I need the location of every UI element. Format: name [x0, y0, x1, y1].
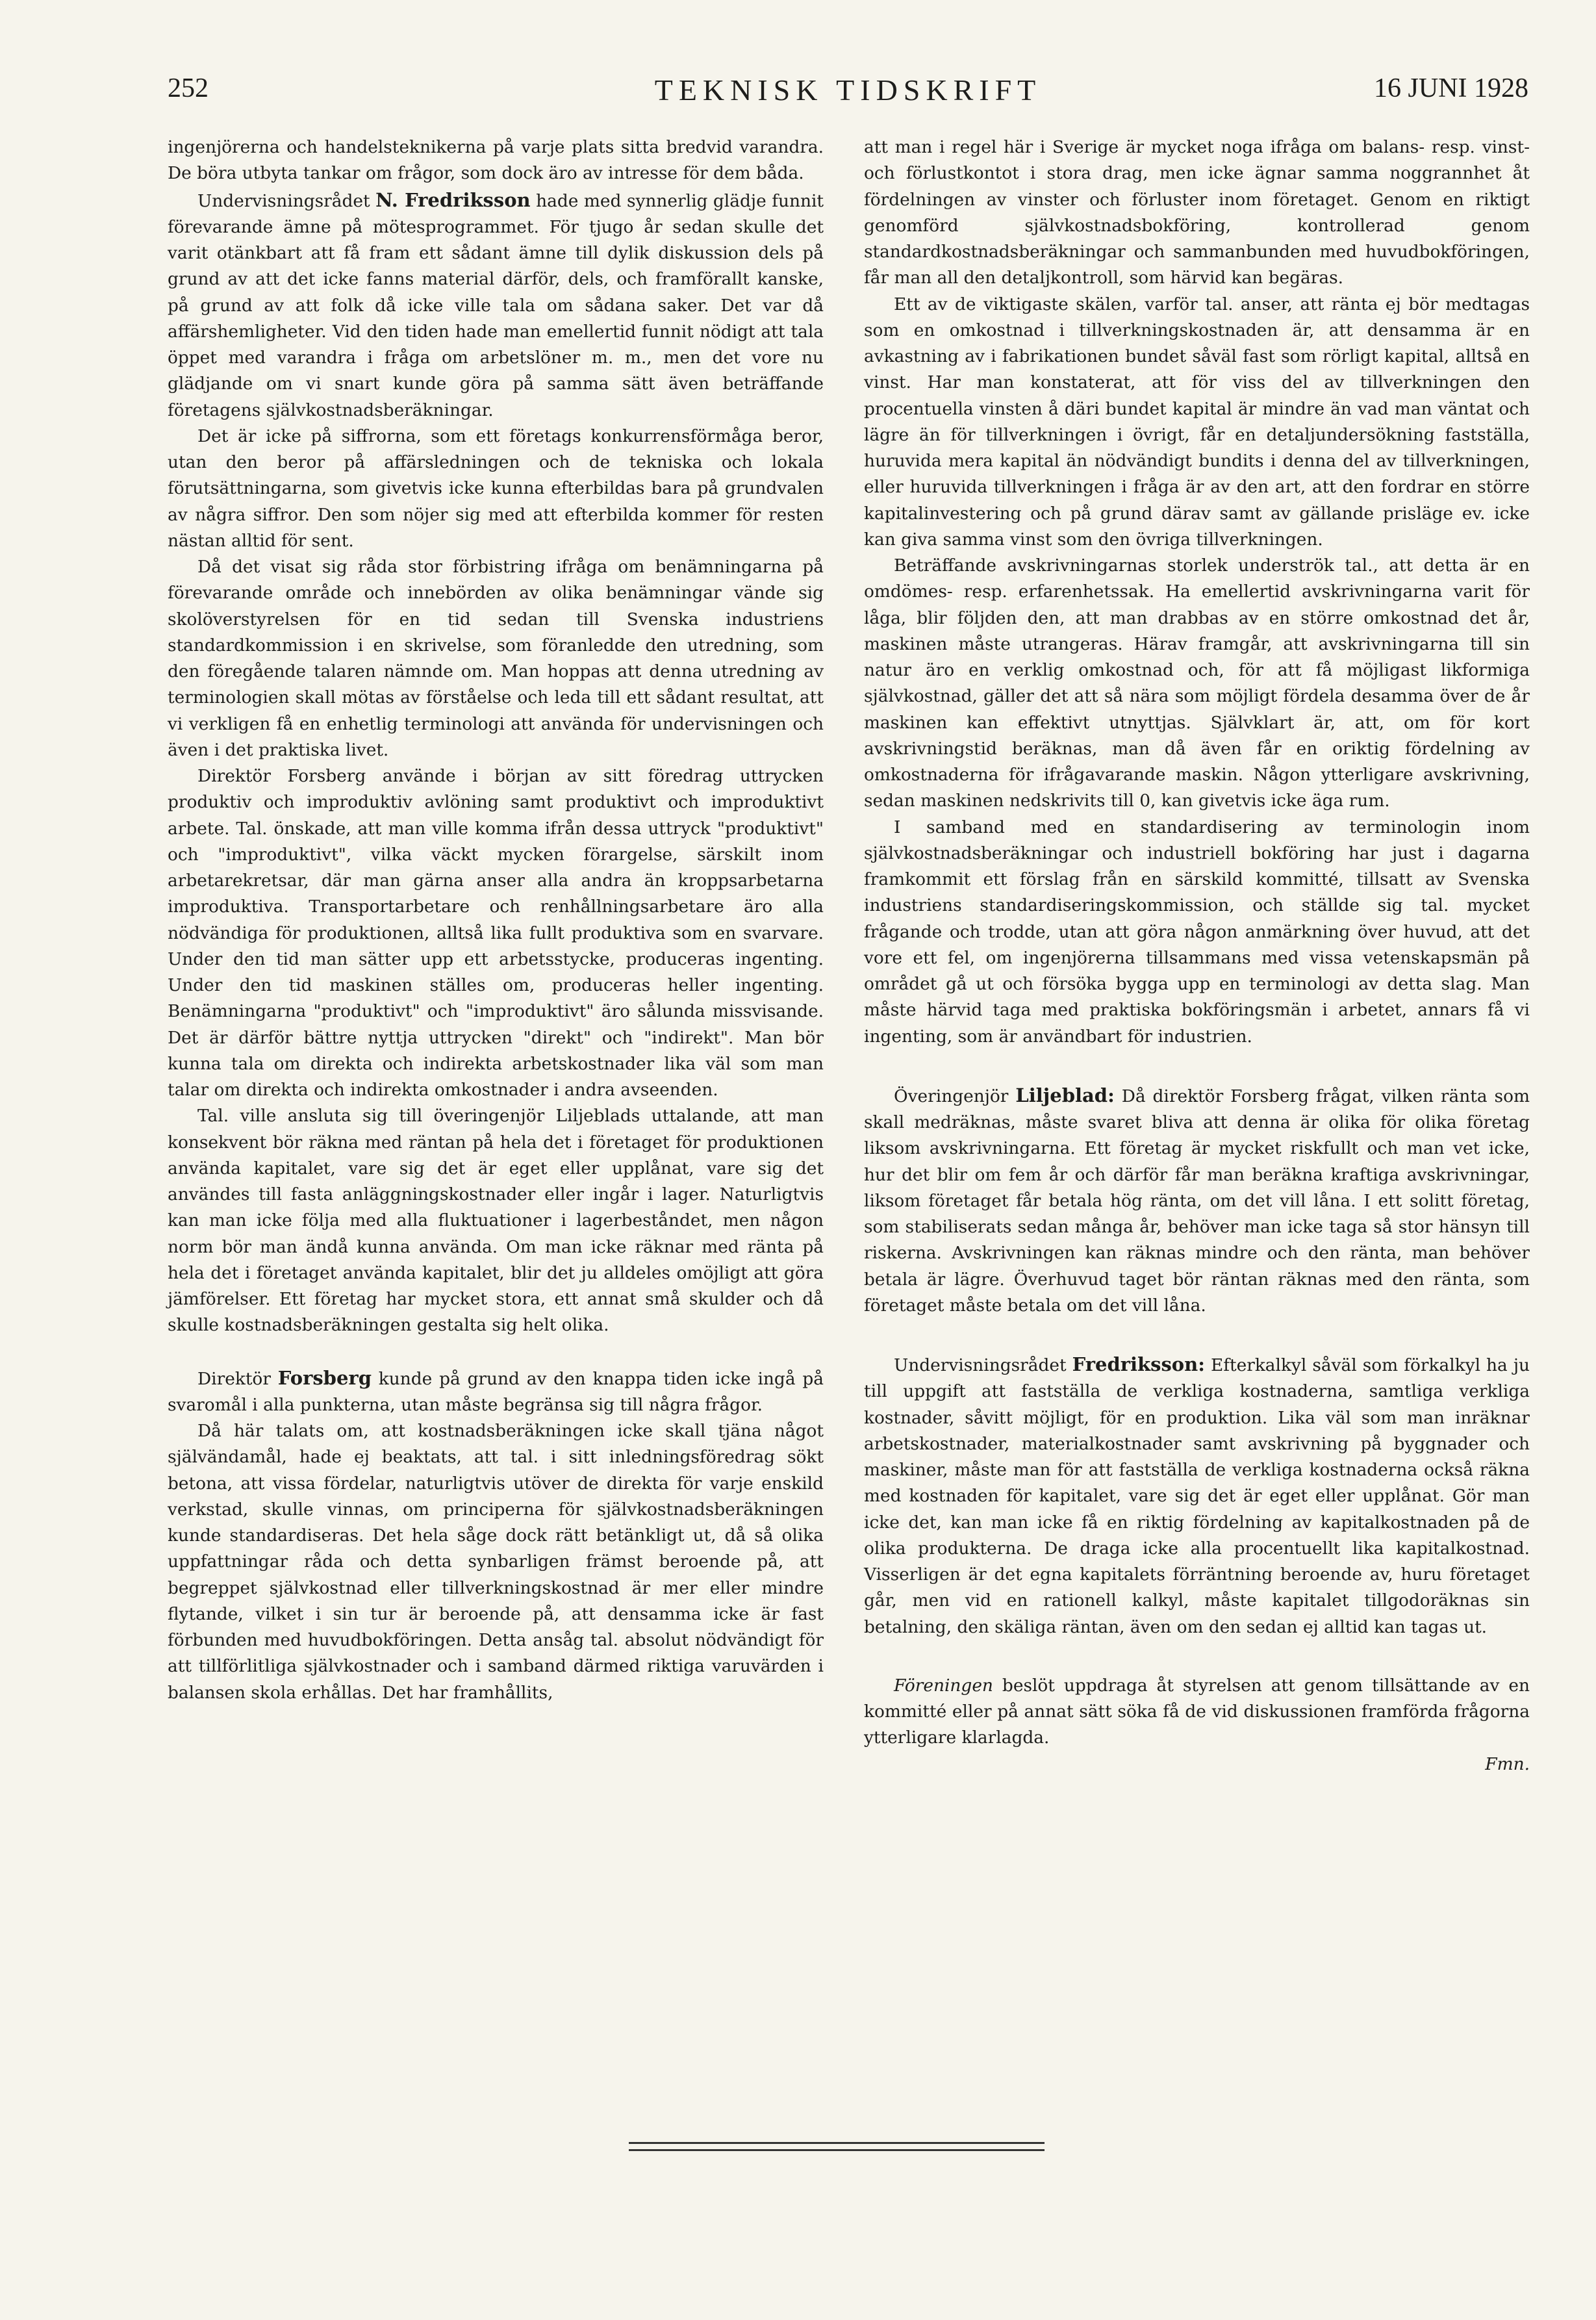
speaker-title: Undervisningsrådet [197, 190, 376, 211]
paragraph [864, 1082, 1530, 1319]
paragraph [168, 1365, 824, 1419]
paragraph-text: I samband med en standardisering av terminologin inom självkostnadsberäkningar och industriell bokföring har just i dagarna framkommit ett förslag från en särskild kommitté, tillsatt av Svenska industriens standardiseringskommission, och ställde sig tal. mycket frågande och trodde, utan att göra någon anmärkning över huvud, att det vore ett fel, om ingenjörerna tillsammans med vissa vetenskapsmän på området gå ut och försöka bygga upp en terminologi av detta slag. Man måste härvid taga med praktiska bokföringsmän i arbetet, annars få vi ingenting, som är användbart för industrien. [864, 817, 1530, 1047]
left-column [168, 134, 824, 1706]
issue-date: 16 JUNI 1928 [1374, 73, 1528, 103]
paragraph-text: ingenjörerna och handelsteknikerna på varje plats sitta bredvid varandra. De böra utbyta tankar om frågor, som dock äro av intresse för dem båda. [168, 137, 824, 184]
paragraph-text: Efterkalkyl såväl som förkalkyl ha ju till uppgift att fastställa de verkliga kostnaderna, samtliga verkliga kostnader, såvitt möjligt, för en produktion. Lika väl som man inräknar arbetskostnader, materialkostnader samt avskrivning på byggnader och maskiner, måste man för att fastställa de verkliga kostnaderna också räkna med kostnaden för kapitalet, vare sig det är eget eller upplånat. Gör man icke det, kan man icke få en riktig fördelning av kapitalkostnaden på de olika produkterna. De draga icke alla procentuellt lika kapitalkostnad. Visserligen är det egna kapitalets förräntning beroende av, huru företaget går, men vid en rationell kalkyl, måste kapitalet tillgodoräknas sin betalning, den skäliga räntan, även om den sedan ej alltid kan tagas ut. [864, 1355, 1530, 1637]
paragraph [864, 815, 1530, 1050]
paragraph [168, 134, 824, 187]
italic-lead: Föreningen [894, 1675, 993, 1696]
speaker-name: Liljeblad: [1015, 1084, 1115, 1106]
page-header [168, 73, 1528, 112]
paragraph-text: beslöt uppdraga åt styrelsen att genom tillsättande av en kommitté eller på annat sätt söka få de vid diskussionen framförda frågorna ytterligare klarlagda. [864, 1675, 1530, 1748]
paragraph [864, 134, 1530, 292]
paragraph [168, 424, 824, 554]
right-column [864, 134, 1530, 1778]
speaker-name: N. Fredriksson [375, 188, 531, 211]
paragraph [864, 1673, 1530, 1752]
paragraph [864, 1351, 1530, 1640]
speaker-title: Överingenjör [894, 1086, 1016, 1106]
signature: Fmn. [1485, 1753, 1530, 1774]
paragraph [168, 763, 824, 1103]
paragraph-text: Ett av de viktigaste skälen, varför tal. anser, att ränta ej bör medtagas som en omkostnad i tillverkningskostnaden är, att densamma är en avkastning av i fabrikationen bundet såväl fast som rörligt kapital, alltså en vinst. Har man konstaterat, att för viss del av tillverkningen den procentuella vinsten å däri bundet kapital är mindre än vad man väntat och lägre än för tillverkningen i övrigt, får en detaljundersökning fastställa, huruvida mera kapital än nödvändigt bundits i denna del av tillverkningen, eller huruvida tillverkningen i fråga är av den art, att den fordrar en större kapitalinvestering och på grund därav samt av gällande prisläge ev. icke kan giva samma vinst som den övriga tillverkningen. [864, 294, 1530, 550]
speaker-title: Undervisningsrådet [894, 1355, 1072, 1375]
paragraph [864, 292, 1530, 554]
paragraph-text: Då det visat sig råda stor förbistring ifråga om benämningarna på förevarande område och innebörden av olika benämningar vände sig skolöverstyrelsen för en tid sedan till Svenska industriens standardkommission i en skrivelse, som föranledde den utredning, som den föregående talaren nämnde om. Man hoppas att denna utredning av terminologien skall mötas av förståelse och leda till ett sådant resultat, att vi verkligen få en enhetlig terminologi att använda för undervisningen och även i det praktiska livet. [168, 557, 824, 760]
paragraph-text: att man i regel här i Sverige är mycket noga ifråga om balans- resp. vinst- och förlustkontot i stora drag, men icke ägnar samma noggrannhet åt fördelningen av vinster och förluster inom företaget. Genom en riktigt genomförd självkostnadsbokföring, kontrollerad genom standardkostnadsberäkningar och sammanbunden med huvudbokföringen, får man all den detaljkontroll, som härvid kan begäras. [864, 137, 1530, 288]
journal-title: TEKNISK TIDSKRIFT [654, 73, 1042, 107]
paragraph [168, 1103, 824, 1338]
paragraph-text: Det är icke på siffrorna, som ett företags konkurrensförmåga beror, utan den beror på affärsledningen och de tekniska och lokala förutsättningarna, som givetvis icke kunna efterbildas bara på grundvalen av några siffror. Den som nöjer sig med att efterbilda kommer för resten nästan alltid för sent. [168, 426, 824, 551]
paragraph [168, 187, 824, 424]
paragraph [864, 553, 1530, 815]
paragraph-text: Tal. ville ansluta sig till överingenjör Liljeblads uttalande, att man konsekvent bör räkna med räntan på hela det i företaget för produktionen använda kapitalet, vare sig det är eget eller upplånat, vare sig det användes till fasta anläggningskostnader eller ingår i lager. Naturligtvis kan man icke följa med alla fluktuationer i lagerbeståndet, men någon norm bör man ändå kunna använda. Om man icke räknar med ränta på hela det i företaget använda kapitalet, blir det ju alldeles omöjligt att göra jämförelser. Ett företag har mycket stora, ett annat små skulder och då skulle kostnadsberäkningen gestalta sig helt olika. [168, 1106, 824, 1336]
speaker-title: Direktör [197, 1368, 278, 1389]
paragraph-text: Beträffande avskrivningarnas storlek underströk tal., att detta är en omdömes- resp. erfarenhetssak. Ha emellertid avskrivningarna varit för låga, blir följden den, att man drabbas av en större omkostnad det år, maskinen måste utrangeras. Härav framgår, att avskrivningarna till sin natur äro en verklig omkostnad och, för att få möjligast likformiga självkostnad, gäller det att så nära som möjligt fördela desamma över de år maskinen kan effektivt utnyttjas. Självklart är, att, om för kort avskrivningstid beräknas, man då även får en oriktig fördelning av omkostnaderna för ifrågavarande maskin. Någon ytterligare avskrivning, sedan maskinen nedskrivits till 0, kan givetvis icke äga rum. [864, 555, 1530, 811]
end-rule-bottom [629, 2149, 1045, 2151]
speaker-name: Fredriksson: [1072, 1353, 1205, 1375]
page-number: 252 [168, 73, 209, 103]
paragraph [168, 554, 824, 763]
paragraph-text: hade med synnerlig glädje funnit förevarande ämne på mötesprogrammet. För tjugo år sedan skulle det varit otänkbart att få fram ett sådant ämne till dylik diskussion dels på grund av att det icke fanns material därför, dels, och framförallt kanske, på grund av att folk då icke ville tala om sådana saker. Det var då affärshemligheter. Vid den tiden hade man emellertid funnit nödigt att tala öppet med varandra i fråga om arbetslöner m. m., men det vore nu glädjande om vi snart kunde göra på samma sätt även beträffande företagens självkostnadsberäkningar. [168, 190, 824, 420]
speaker-name: Forsberg [277, 1366, 372, 1389]
paragraph-text: Då direktör Forsberg frågat, vilken ränta som skall medräknas, måste svaret bliva att denna är olika för olika företag liksom avskrivningarna. Ett företag är mycket riskfullt och man vet icke, hur det blir om fem år och därför får man beräkna kraftiga avskrivningar, liksom företaget får betala hög ränta, om det vill låna. I ett solitt företag, som stabiliserats sedan många år, behöver man icke taga så stor hänsyn till riskerna. Avskrivningen kan räknas mindre och den ränta, man behöver betala är lägre. Överhuvud taget bör räntan räknas med den ränta, som företaget måste betala om det vill låna. [864, 1086, 1530, 1316]
paragraph-text: Då här talats om, att kostnadsberäkningen icke skall tjäna något självändamål, hade ej beaktats, att tal. i sitt inledningsföredrag sökt betona, att vissa fördelar, naturligtvis utöver de direkta för varje enskild verkstad, skulle vinnas, om principerna för självkostnadsberäkningen kunde standardiseras. Det hela såge dock rätt betänkligt ut, då så olika uppfattningar råda och detta synbarligen främst beroende på, att begreppet självkostnad eller tillverkningskostnad är mer eller mindre flytande, vilket i sin tur är beroende på, att densamma icke är fast förbunden med huvudbokföringen. Detta ansåg tal. absolut nödvändigt för att tillförlitliga självkostnader och i samband därmed riktiga varuvärden i balansen skola erhållas. Det har framhållits, [168, 1421, 824, 1703]
paragraph [168, 1418, 824, 1706]
end-rule-top [629, 2142, 1045, 2144]
paragraph-text: Direktör Forsberg använde i början av sitt föredrag uttrycken produktiv och improduktiv avlöning samt produktivt och improduktivt arbete. Tal. önskade, att man ville komma ifrån dessa uttryck "produktivt" och "improduktivt", vilka väckt mycken förargelse, särskilt inom arbetarekretsar, där man gärna anser alla andra än kroppsarbetarna improduktiva. Transportarbetare och renhållningsarbetare äro alla nödvändiga för produktionen, alltså lika fullt produktiva som en svarvare. Under den tid man sätter upp ett arbetsstycke, produceras ingenting. Under den tid maskinen ställes om, produceras heller ingenting. Benämningarna "produktivt" och "improduktivt" äro sålunda missvisande. Det är därför bättre nyttja uttrycken "direkt" och "indirekt". Man bör kunna tala om direkta och indirekta arbetskostnader lika väl som man talar om direkta och indirekta omkostnader i andra avseenden. [168, 766, 824, 1100]
paragraph-text: kunde på grund av den knappa tiden icke ingå på svaromål i alla punkterna, utan måste begränsa sig till några frågor. [168, 1368, 824, 1415]
